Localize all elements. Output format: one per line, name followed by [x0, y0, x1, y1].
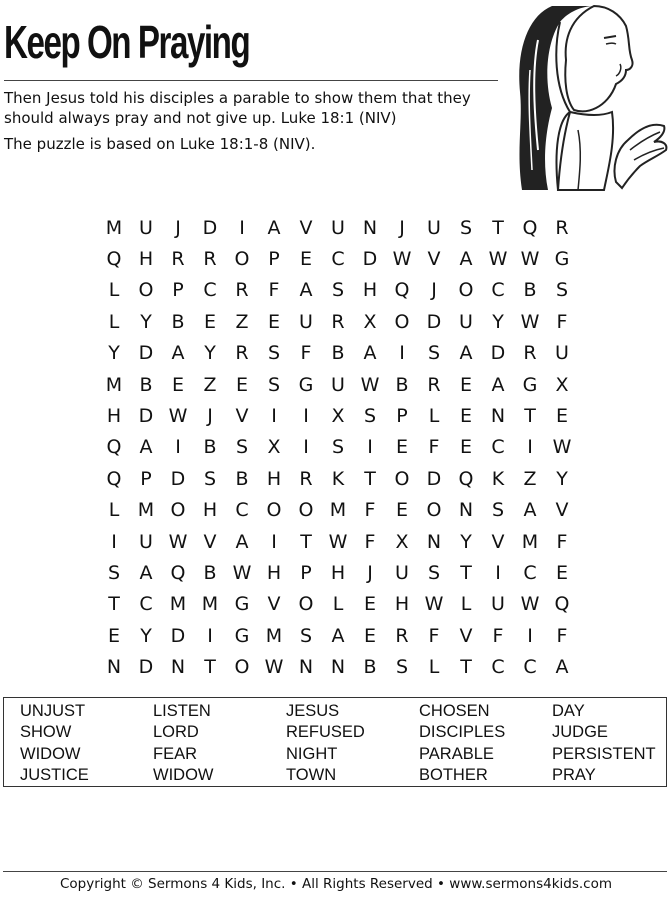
- grid-letter: O: [426, 499, 442, 522]
- grid-letter: K: [491, 467, 505, 490]
- grid-letter: P: [172, 279, 184, 302]
- grid-letter: T: [524, 405, 536, 428]
- grid-letter: Z: [203, 373, 217, 396]
- grid-letter: B: [523, 279, 537, 302]
- grid-letter: A: [459, 248, 473, 271]
- grid-letter: A: [491, 373, 505, 396]
- grid-letter: I: [367, 436, 373, 459]
- grid-letter: J: [399, 216, 405, 239]
- grid-letter: V: [491, 530, 505, 553]
- word-bank-item: WIDOW: [20, 744, 81, 763]
- grid-letter: S: [331, 436, 345, 459]
- grid-letter: W: [424, 593, 444, 616]
- grid-letter: V: [203, 530, 217, 553]
- word-bank-item: PERSISTENT: [552, 744, 656, 763]
- grid-letter: R: [235, 279, 249, 302]
- grid-letter: U: [395, 561, 409, 584]
- grid-letter: F: [428, 624, 440, 647]
- grid-letter: B: [331, 342, 345, 365]
- grid-letter: H: [202, 499, 218, 522]
- grid-letter: D: [490, 342, 506, 365]
- footer-divider: [3, 871, 667, 872]
- grid-letter: B: [363, 656, 377, 679]
- word-bank-item: PARABLE: [419, 744, 494, 763]
- grid-letter: I: [239, 216, 245, 239]
- word-bank-item: PRAY: [552, 765, 596, 784]
- grid-letter: A: [171, 342, 185, 365]
- grid-letter: E: [459, 373, 472, 396]
- word-bank: [3, 697, 667, 787]
- grid-letter: N: [298, 656, 314, 679]
- grid-letter: N: [362, 216, 378, 239]
- grid-letter: M: [169, 593, 187, 616]
- grid-letter: O: [234, 656, 250, 679]
- grid-letter: C: [203, 279, 217, 302]
- grid-letter: H: [266, 561, 282, 584]
- grid-letter: S: [427, 342, 441, 365]
- grid-letter: H: [106, 405, 122, 428]
- grid-letter: U: [139, 216, 153, 239]
- grid-letter: W: [232, 561, 252, 584]
- word-bank-item: DAY: [552, 702, 585, 720]
- grid-letter: W: [488, 248, 508, 271]
- praying-woman-icon: [508, 0, 672, 192]
- grid-letter: R: [235, 342, 249, 365]
- grid-letter: E: [203, 310, 216, 333]
- grid-letter: W: [360, 373, 380, 396]
- puzzle-reference: The puzzle is based on Luke 18:1-8 (NIV).: [4, 135, 316, 153]
- grid-letter: S: [395, 656, 409, 679]
- grid-letter: W: [168, 530, 188, 553]
- grid-letter: A: [139, 561, 153, 584]
- grid-letter: E: [267, 310, 280, 333]
- grid-letter: U: [555, 342, 569, 365]
- grid-letter: P: [268, 248, 280, 271]
- grid-letter: J: [207, 405, 213, 428]
- grid-letter: E: [171, 373, 184, 396]
- grid-letter: Y: [140, 310, 152, 333]
- grid-letter: D: [426, 467, 442, 490]
- grid-letter: M: [265, 624, 283, 647]
- grid-letter: A: [523, 499, 537, 522]
- grid-letter: G: [522, 373, 538, 396]
- grid-letter: E: [235, 373, 248, 396]
- grid-letter: S: [555, 279, 569, 302]
- grid-letter: A: [235, 530, 249, 553]
- grid-letter: B: [139, 373, 153, 396]
- word-bank-item: SHOW: [20, 723, 72, 742]
- grid-letter: I: [303, 436, 309, 459]
- grid-letter: N: [490, 405, 506, 428]
- grid-letter: S: [427, 561, 441, 584]
- grid-letter: O: [266, 499, 282, 522]
- scripture-verse: Then Jesus told his disciples a parable to show them that they should always pray and not give up. Luke 18:1 (NIV): [4, 89, 471, 127]
- grid-letter: I: [271, 405, 277, 428]
- grid-letter: S: [203, 467, 217, 490]
- grid-letter: E: [363, 593, 376, 616]
- word-bank-item: TOWN: [286, 765, 337, 784]
- grid-letter: Q: [394, 279, 410, 302]
- word-search-grid: [98, 212, 578, 683]
- grid-letter: R: [395, 624, 409, 647]
- word-bank-item: UNJUST: [20, 702, 86, 720]
- grid-letter: W: [520, 593, 540, 616]
- grid-letter: T: [364, 467, 376, 490]
- grid-letter: Z: [523, 467, 537, 490]
- grid-letter: G: [234, 624, 250, 647]
- grid-letter: L: [108, 279, 120, 302]
- grid-letter: M: [105, 373, 123, 396]
- grid-letter: C: [523, 656, 537, 679]
- grid-letter: I: [111, 530, 117, 553]
- grid-letter: R: [555, 216, 569, 239]
- grid-letter: T: [204, 656, 216, 679]
- grid-letter: R: [331, 310, 345, 333]
- grid-letter: C: [491, 279, 505, 302]
- grid-letter: E: [395, 436, 408, 459]
- grid-letter: I: [175, 436, 181, 459]
- grid-letter: A: [363, 342, 377, 365]
- grid-letter: O: [138, 279, 154, 302]
- copyright-footer: Copyright © Sermons 4 Kids, Inc. • All Rights Reserved • www.sermons4kids.com: [60, 876, 612, 892]
- grid-letter: T: [460, 656, 472, 679]
- grid-letter: Y: [492, 310, 504, 333]
- grid-letter: P: [140, 467, 152, 490]
- word-bank-item: FEAR: [153, 744, 198, 763]
- grid-letter: C: [491, 436, 505, 459]
- grid-letter: Z: [235, 310, 249, 333]
- grid-letter: S: [299, 624, 313, 647]
- grid-letter: X: [555, 373, 569, 396]
- grid-letter: Q: [170, 561, 186, 584]
- word-bank-item: DISCIPLES: [419, 723, 506, 742]
- grid-letter: I: [271, 530, 277, 553]
- grid-letter: O: [298, 499, 314, 522]
- grid-letter: A: [331, 624, 345, 647]
- grid-letter: I: [495, 561, 501, 584]
- grid-letter: M: [329, 499, 347, 522]
- grid-letter: K: [331, 467, 345, 490]
- grid-letter: Y: [204, 342, 216, 365]
- grid-letter: H: [138, 248, 154, 271]
- grid-letter: Y: [556, 467, 568, 490]
- grid-letter: I: [527, 436, 533, 459]
- grid-letter: J: [367, 561, 373, 584]
- grid-letter: M: [521, 530, 539, 553]
- grid-letter: O: [458, 279, 474, 302]
- grid-letter: E: [459, 405, 472, 428]
- grid-letter: D: [202, 216, 218, 239]
- word-bank-item: LORD: [153, 723, 199, 742]
- grid-letter: V: [555, 499, 569, 522]
- grid-letter: X: [267, 436, 281, 459]
- grid-letter: N: [330, 656, 346, 679]
- grid-letter: F: [364, 530, 376, 553]
- grid-letter: U: [139, 530, 153, 553]
- grid-letter: C: [235, 499, 249, 522]
- grid-letter: G: [298, 373, 314, 396]
- grid-letter: F: [364, 499, 376, 522]
- grid-letter: Q: [522, 216, 538, 239]
- grid-letter: S: [235, 436, 249, 459]
- grid-letter: U: [491, 593, 505, 616]
- grid-letter: F: [492, 624, 504, 647]
- grid-letter: E: [107, 624, 120, 647]
- grid-letter: U: [331, 373, 345, 396]
- grid-letter: N: [458, 499, 474, 522]
- grid-letter: D: [170, 624, 186, 647]
- grid-letter: O: [234, 248, 250, 271]
- grid-letter: F: [556, 530, 568, 553]
- grid-letter: C: [139, 593, 153, 616]
- grid-letter: R: [523, 342, 537, 365]
- word-bank-item: JUSTICE: [20, 765, 89, 784]
- grid-letter: B: [203, 561, 217, 584]
- grid-letter: H: [394, 593, 410, 616]
- grid-letter: T: [460, 561, 472, 584]
- grid-letter: S: [267, 373, 281, 396]
- grid-letter: S: [331, 279, 345, 302]
- grid-letter: Y: [140, 624, 152, 647]
- grid-letter: W: [264, 656, 284, 679]
- grid-letter: E: [299, 248, 312, 271]
- word-bank-item: BOTHER: [419, 765, 488, 784]
- grid-letter: S: [459, 216, 473, 239]
- grid-letter: X: [331, 405, 345, 428]
- page-title: Keep On Praying: [4, 16, 250, 68]
- grid-letter: W: [168, 405, 188, 428]
- grid-letter: I: [399, 342, 405, 365]
- grid-letter: V: [427, 248, 441, 271]
- grid-letter: D: [170, 467, 186, 490]
- grid-letter: X: [363, 310, 377, 333]
- word-bank-item: REFUSED: [286, 723, 365, 742]
- word-bank-item: CHOSEN: [419, 702, 490, 720]
- grid-letter: J: [431, 279, 437, 302]
- grid-letter: B: [235, 467, 249, 490]
- grid-letter: A: [139, 436, 153, 459]
- grid-letter: W: [520, 248, 540, 271]
- grid-letter: C: [491, 656, 505, 679]
- grid-letter: L: [428, 405, 440, 428]
- grid-letter: E: [555, 405, 568, 428]
- grid-letter: B: [171, 310, 185, 333]
- grid-letter: O: [170, 499, 186, 522]
- grid-letter: I: [303, 405, 309, 428]
- grid-letter: W: [328, 530, 348, 553]
- grid-letter: G: [554, 248, 570, 271]
- grid-letter: W: [392, 248, 412, 271]
- grid-letter: A: [299, 279, 313, 302]
- grid-letter: V: [299, 216, 313, 239]
- grid-letter: W: [520, 310, 540, 333]
- grid-letter: H: [362, 279, 378, 302]
- grid-letter: Q: [106, 248, 122, 271]
- grid-letter: U: [459, 310, 473, 333]
- grid-letter: R: [299, 467, 313, 490]
- grid-letter: W: [552, 436, 572, 459]
- grid-letter: B: [395, 373, 409, 396]
- grid-letter: L: [108, 499, 120, 522]
- grid-letter: E: [395, 499, 408, 522]
- grid-letter: Q: [554, 593, 570, 616]
- grid-letter: F: [556, 310, 568, 333]
- grid-letter: R: [171, 248, 185, 271]
- grid-letter: F: [268, 279, 280, 302]
- grid-letter: C: [331, 248, 345, 271]
- grid-letter: N: [426, 530, 442, 553]
- grid-letter: N: [170, 656, 186, 679]
- grid-letter: S: [363, 405, 377, 428]
- grid-letter: D: [138, 342, 154, 365]
- grid-letter: L: [460, 593, 472, 616]
- intro-text: [4, 88, 509, 154]
- grid-letter: U: [427, 216, 441, 239]
- grid-letter: I: [527, 624, 533, 647]
- grid-letter: V: [459, 624, 473, 647]
- grid-letter: L: [332, 593, 344, 616]
- grid-letter: M: [137, 499, 155, 522]
- grid-letter: R: [427, 373, 441, 396]
- grid-letter: E: [555, 561, 568, 584]
- grid-letter: Y: [460, 530, 472, 553]
- grid-letter: Q: [458, 467, 474, 490]
- grid-letter: V: [267, 593, 281, 616]
- grid-letter: Q: [106, 467, 122, 490]
- grid-letter: B: [203, 436, 217, 459]
- grid-letter: O: [394, 467, 410, 490]
- grid-letter: H: [266, 467, 282, 490]
- word-bank-item: JESUS: [286, 702, 340, 720]
- grid-letter: P: [396, 405, 408, 428]
- grid-letter: T: [300, 530, 312, 553]
- grid-letter: P: [300, 561, 312, 584]
- grid-letter: T: [492, 216, 504, 239]
- grid-letter: D: [138, 405, 154, 428]
- grid-letter: M: [105, 216, 123, 239]
- title-underline: [4, 80, 498, 81]
- grid-letter: U: [299, 310, 313, 333]
- grid-letter: C: [523, 561, 537, 584]
- grid-letter: F: [300, 342, 312, 365]
- grid-letter: S: [267, 342, 281, 365]
- grid-letter: Y: [108, 342, 120, 365]
- grid-letter: E: [459, 436, 472, 459]
- word-bank-item: NIGHT: [286, 744, 338, 763]
- grid-letter: X: [395, 530, 409, 553]
- word-bank-item: JUDGE: [552, 723, 608, 742]
- grid-letter: E: [363, 624, 376, 647]
- grid-letter: N: [106, 656, 122, 679]
- grid-letter: D: [426, 310, 442, 333]
- grid-letter: A: [459, 342, 473, 365]
- grid-letter: R: [203, 248, 217, 271]
- grid-letter: H: [330, 561, 346, 584]
- grid-letter: D: [362, 248, 378, 271]
- grid-letter: J: [175, 216, 181, 239]
- grid-letter: M: [201, 593, 219, 616]
- grid-letter: A: [555, 656, 569, 679]
- grid-letter: D: [138, 656, 154, 679]
- word-bank-item: WIDOW: [153, 765, 214, 784]
- grid-letter: V: [235, 405, 249, 428]
- grid-letter: F: [428, 436, 440, 459]
- grid-letter: I: [207, 624, 213, 647]
- grid-letter: G: [234, 593, 250, 616]
- grid-letter: Q: [106, 436, 122, 459]
- word-bank-item: LISTEN: [153, 702, 211, 720]
- grid-letter: S: [107, 561, 121, 584]
- grid-letter: U: [331, 216, 345, 239]
- grid-letter: T: [108, 593, 120, 616]
- grid-letter: F: [556, 624, 568, 647]
- grid-letter: A: [267, 216, 281, 239]
- grid-letter: S: [491, 499, 505, 522]
- grid-letter: O: [394, 310, 410, 333]
- grid-letter: L: [108, 310, 120, 333]
- grid-letter: O: [298, 593, 314, 616]
- grid-letter: L: [428, 656, 440, 679]
